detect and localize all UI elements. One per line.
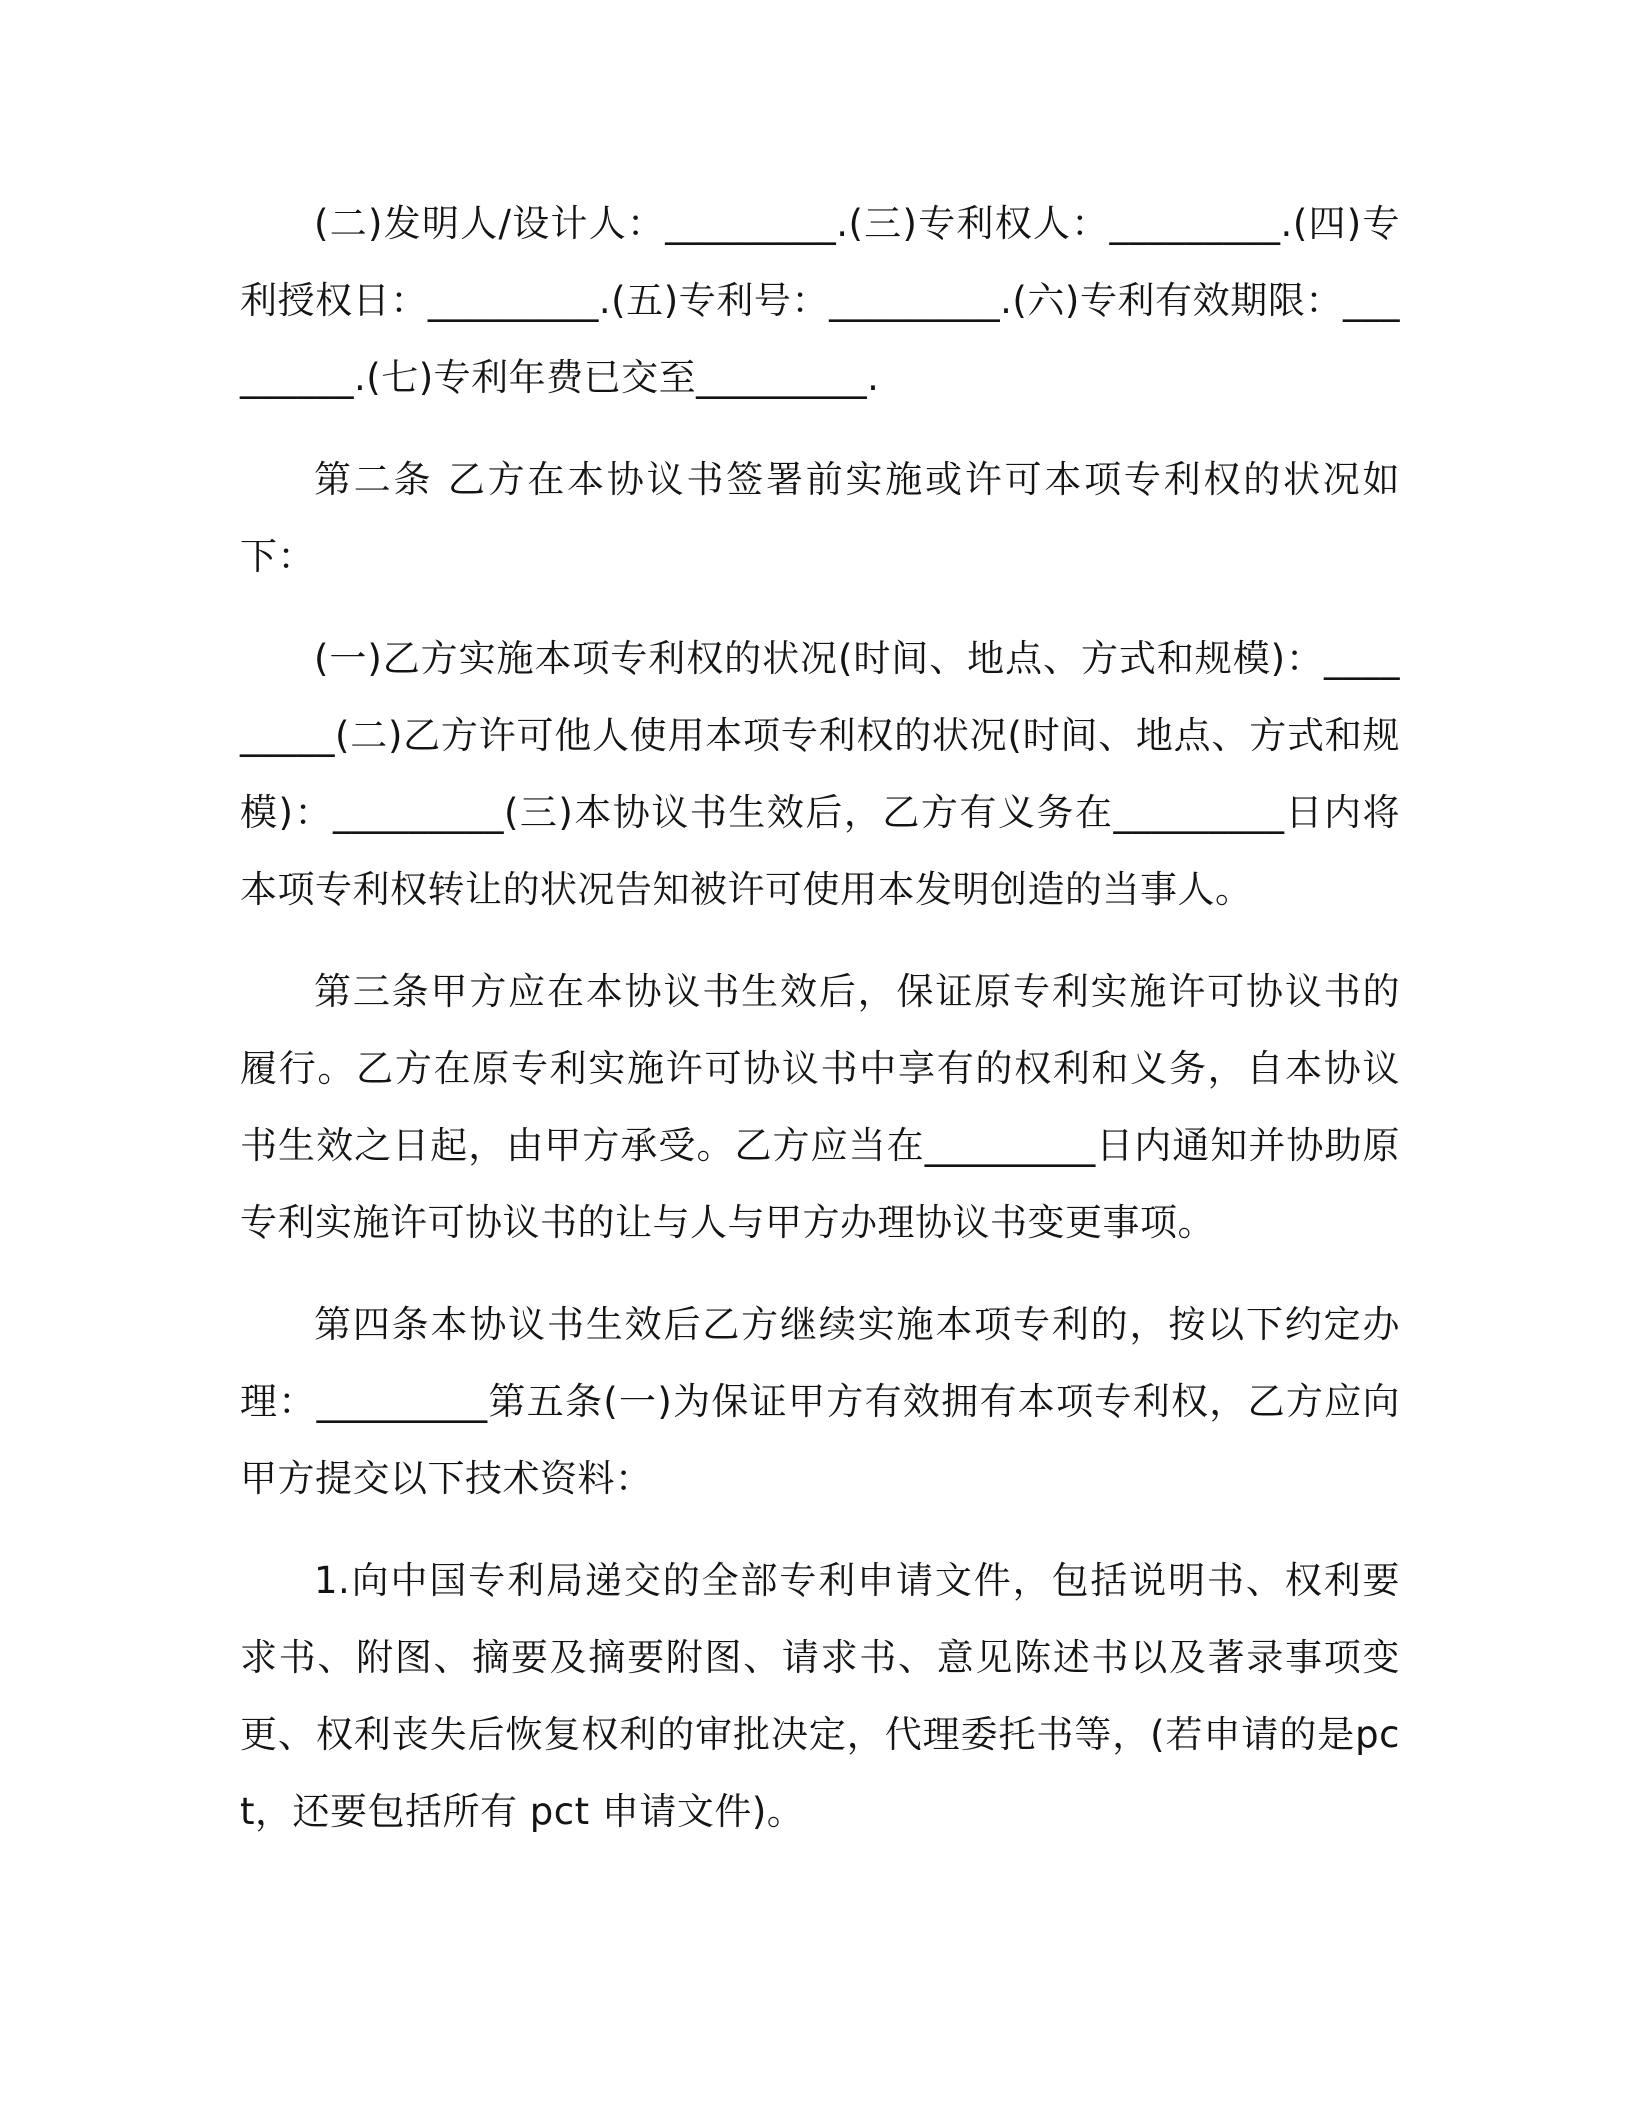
paragraph-implementation-status: (一)乙方实施本项专利权的状况(时间、地点、方式和规模)：_________(二)乙方许可他人使用本项专利权的状况(时间、地点、方式和规模)：_________(三)本协议书生效后，乙方有义务在_________日内将本项专利权转让的状况告知被许可使用本发明创造的当事人。 xyxy=(240,637,1400,911)
paragraph-article-4-5: 第四条本协议书生效后乙方继续实施本项专利的，按以下约定办理：_________第五条(一)为保证甲方有效拥有本项专利权，乙方应向甲方提交以下技术资料： xyxy=(240,1303,1400,1500)
paragraph-article-2: 第二条 乙方在本协议书签署前实施或许可本项专利权的状况如下： xyxy=(240,458,1400,578)
paragraph-article-3: 第三条甲方应在本协议书生效后，保证原专利实施许可协议书的履行。乙方在原专利实施许可协议书中享有的权利和义务，自本协议书生效之日起，由甲方承受。乙方应当在_________日内通知并协助原专利实施许可协议书的让与人与甲方办理协议书变更事项。 xyxy=(240,970,1400,1244)
document-body xyxy=(240,185,1400,1850)
paragraph-item-1: 1.向中国专利局递交的全部专利申请文件，包括说明书、权利要求书、附图、摘要及摘要附图、请求书、意见陈述书以及著录事项变更、权利丧失后恢复权利的审批决定，代理委托书等，(若申请的是pct，还要包括所有 pct 申请文件)。 xyxy=(240,1559,1400,1833)
paragraph-patent-details: (二)发明人/设计人：_________.(三)专利权人：_________.(四)专利授权日：_________.(五)专利号：_________.(六)专利有效期限：_________.(七)专利年费已交至_________. xyxy=(240,202,1400,399)
